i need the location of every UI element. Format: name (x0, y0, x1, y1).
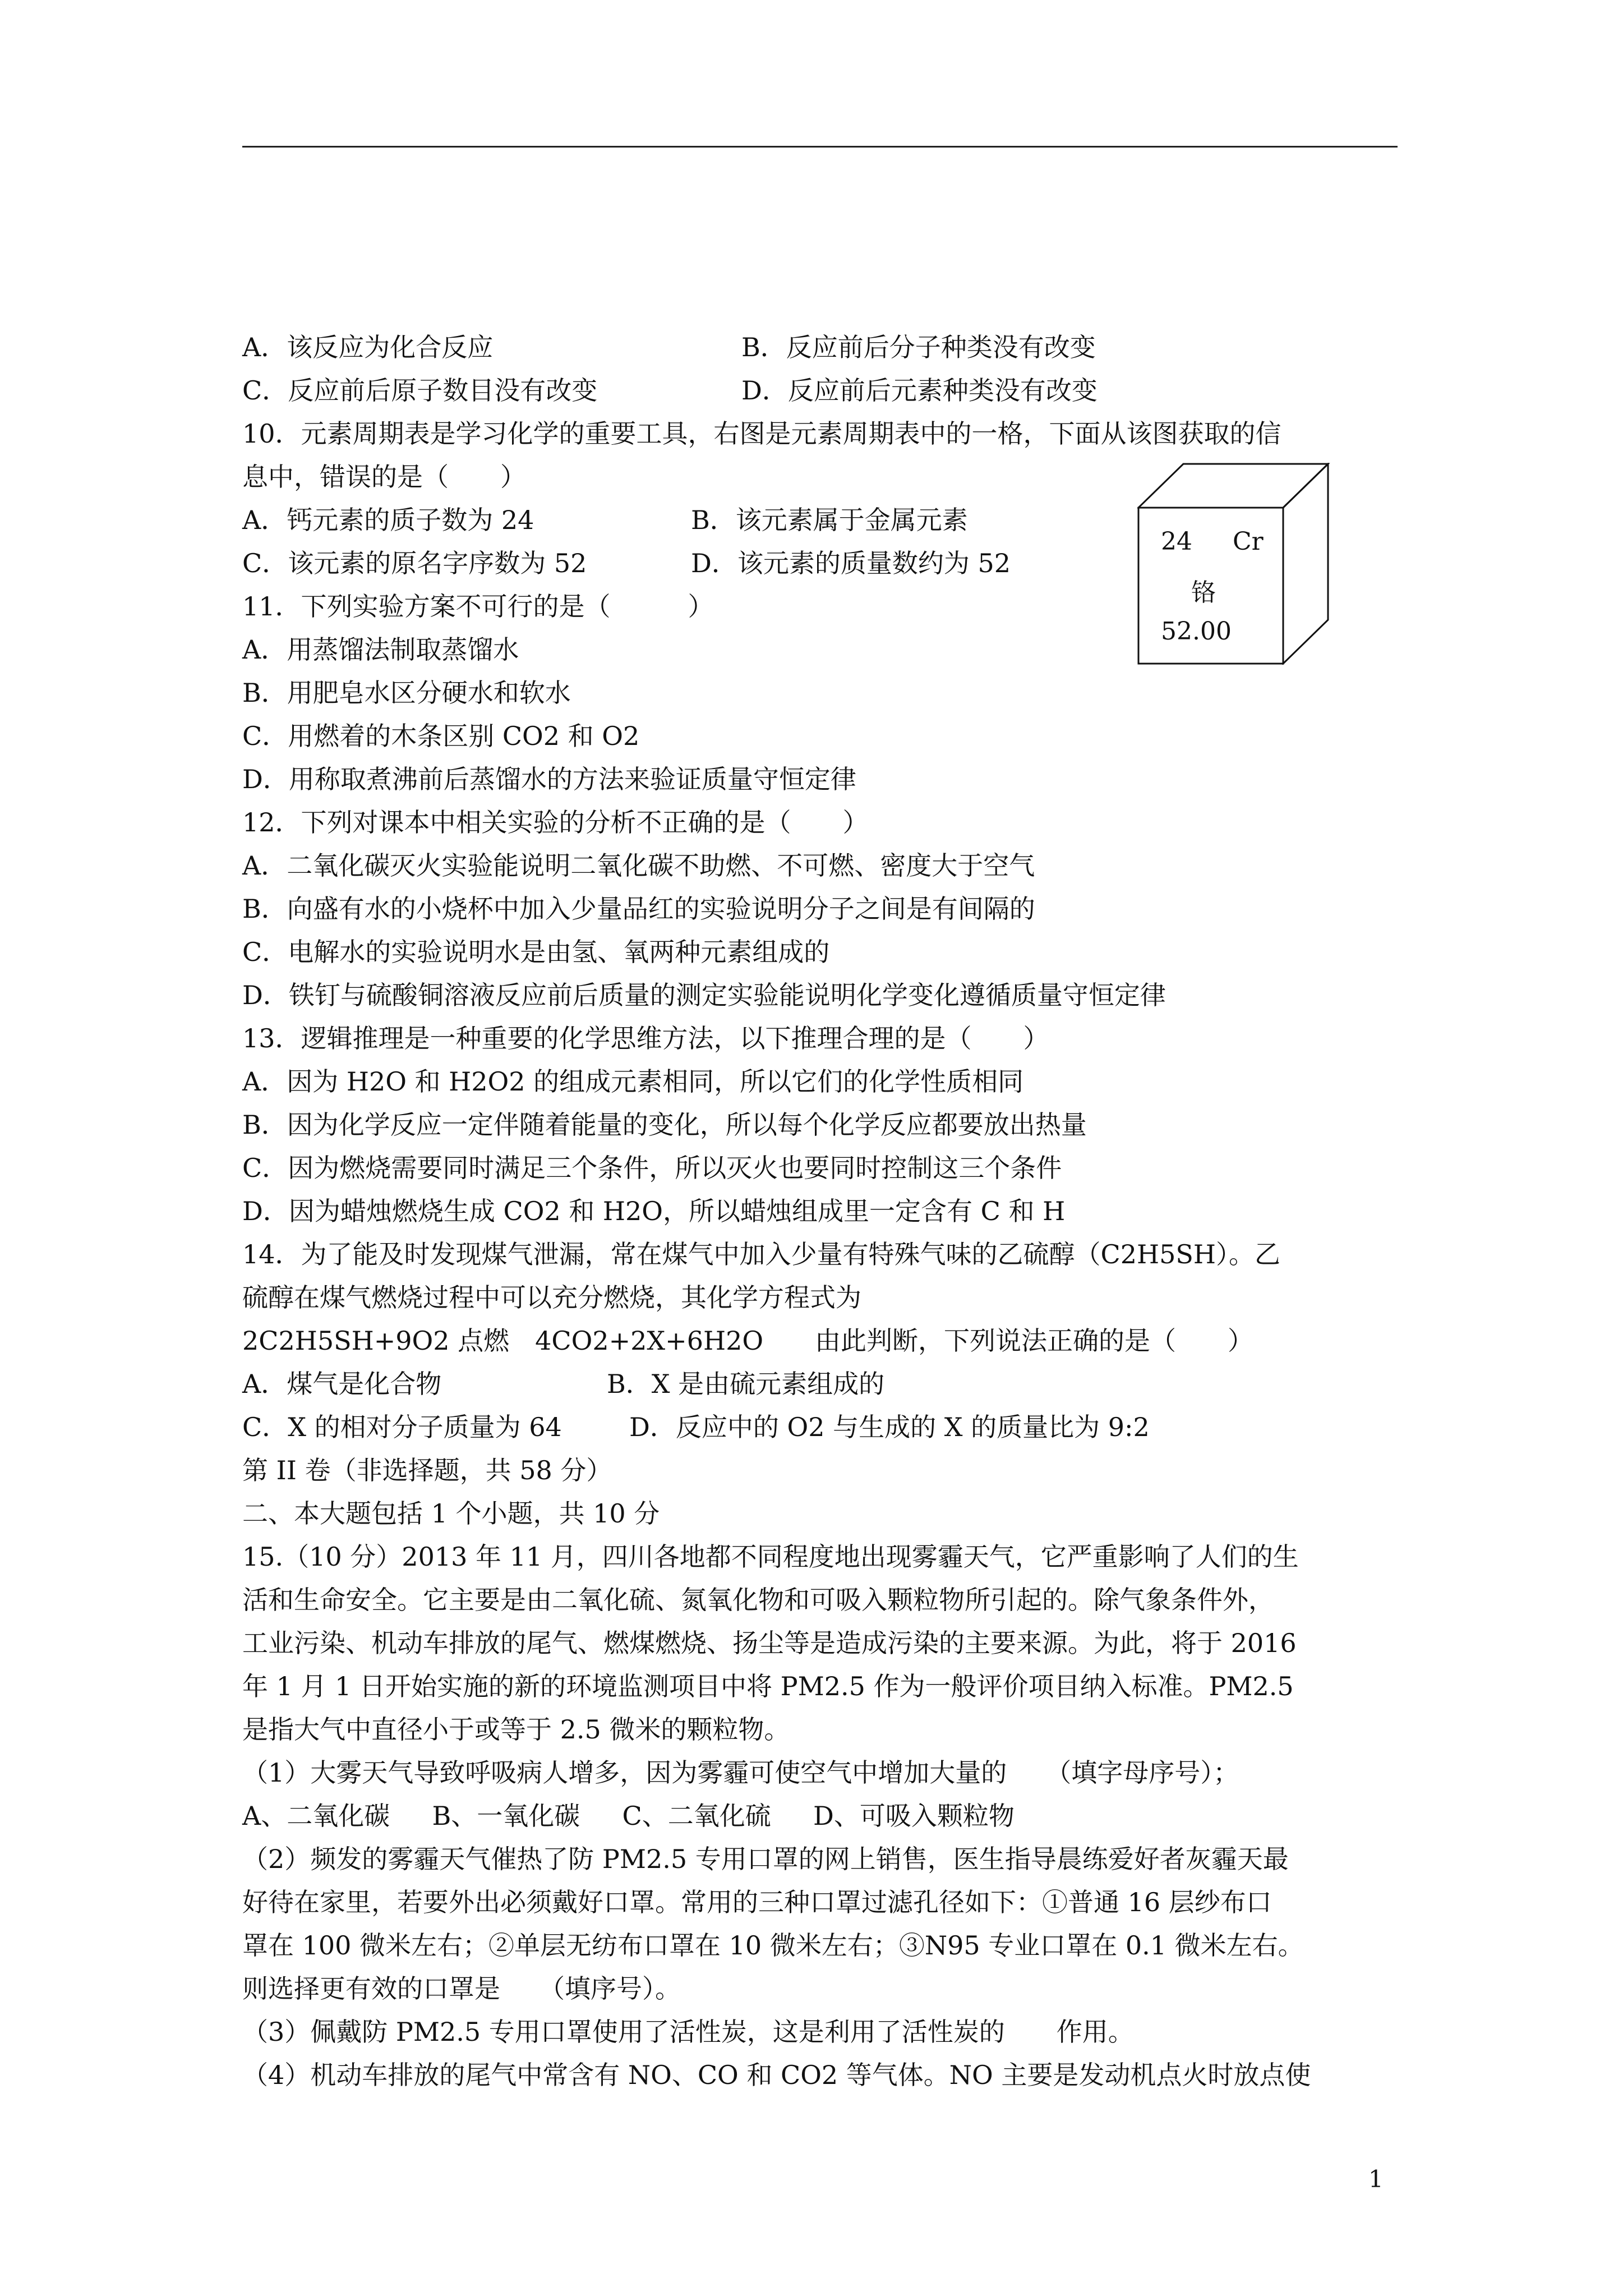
q15-sub2-line: 好待在家里，若要外出必须戴好口罩。常用的三种口罩过滤孔径如下：①普通 16 层纱布口 (242, 1887, 1272, 1917)
q14-stem-line1: 14．为了能及时发现煤气泄漏，常在煤气中加入少量有特殊气味的乙硫醇（C2H5SH）。乙 (242, 1239, 1281, 1269)
element-atomic-number: 24 (1161, 527, 1192, 556)
q12-option-c: C．电解水的实验说明水是由氢、氧两种元素组成的 (242, 937, 830, 967)
q11-option-b: B．用肥皂水区分硬水和软水 (242, 678, 571, 708)
q15-line: 活和生命安全。它主要是由二氧化硫、氮氧化物和可吸入颗粒物所引起的。除气象条件外， (242, 1585, 1274, 1615)
q15-sub1: （1）大雾天气导致呼吸病人增多，因为雾霾可使空气中增加大量的 （填字母序号）； (242, 1757, 1239, 1788)
q11-option-c: C．用燃着的木条区别 CO2 和 O2 (242, 721, 640, 751)
q9-option-c: C．反应前后原子数目没有改变 (242, 375, 598, 406)
q13-stem: 13．逻辑推理是一种重要的化学思维方法，以下推理合理的是（ ） (242, 1023, 1049, 1053)
element-cell-figure (1137, 463, 1350, 665)
q14-option-b: B．X 是由硫元素组成的 (607, 1369, 885, 1399)
q15-line: 年 1 月 1 日开始实施的新的环境监测项目中将 PM2.5 作为一般评价项目纳入标准。PM2.5 (242, 1671, 1294, 1701)
header-rule (242, 146, 1398, 148)
q15-line: 工业污染、机动车排放的尾气、燃煤燃烧、扬尘等是造成污染的主要来源。为此，将于 2016 (242, 1628, 1297, 1658)
q10-option-c: C．该元素的原名字序数为 52 (242, 548, 587, 578)
q12-stem: 12．下列对课本中相关实验的分析不正确的是（ ） (242, 807, 869, 838)
page-number: 1 (1368, 2165, 1384, 2193)
q12-option-a: A．二氧化碳灭火实验能说明二氧化碳不助燃、不可燃、密度大于空气 (242, 850, 1035, 881)
q10-stem-line1: 10．元素周期表是学习化学的重要工具，右图是元素周期表中的一格，下面从该图获取的信 (242, 418, 1281, 449)
q15-sub2-line: （2）频发的雾霾天气催热了防 PM2.5 专用口罩的网上销售，医生指导晨练爱好者灰霾天最 (242, 1844, 1289, 1874)
q14-stem-line2: 硫醇在煤气燃烧过程中可以充分燃烧，其化学方程式为 (242, 1282, 861, 1313)
q15-line: 15.（10 分）2013 年 11 月，四川各地都不同程度地出现雾霾天气，它严重影响了人们的生 (242, 1542, 1299, 1572)
q14-option-c: C．X 的相对分子质量为 64 (242, 1412, 562, 1442)
q15-sub4: （4）机动车排放的尾气中常含有 NO、CO 和 CO2 等气体。NO 主要是发动机点火时放点使 (242, 2060, 1311, 2090)
q12-option-b: B．向盛有水的小烧杯中加入少量品红的实验说明分子之间是有间隔的 (242, 894, 1035, 924)
q13-option-b: B．因为化学反应一定伴随着能量的变化，所以每个化学反应都要放出热量 (242, 1110, 1087, 1140)
element-symbol: Cr (1233, 527, 1264, 556)
q13-option-d: D．因为蜡烛燃烧生成 CO2 和 H2O，所以蜡烛组成里一定含有 C 和 H (242, 1196, 1066, 1226)
q15-sub2-line: 罩在 100 微米左右；②单层无纺布口罩在 10 微米左右；③N95 专业口罩在 0.1 微米左右。 (242, 1930, 1304, 1961)
q15-sub1-options: A、二氧化碳 B、一氧化碳 C、二氧化硫 D、可吸入颗粒物 (242, 1801, 1015, 1831)
q13-option-a: A．因为 H2O 和 H2O2 的组成元素相同，所以它们的化学性质相同 (242, 1066, 1024, 1097)
q10-option-a: A．钙元素的质子数为 24 (242, 505, 534, 535)
q11-option-a: A．用蒸馏法制取蒸馏水 (242, 634, 519, 665)
volume-heading: 第 II 卷（非选择题，共 58 分） (242, 1455, 612, 1485)
q14-option-d: D．反应中的 O2 与生成的 X 的质量比为 9:2 (629, 1412, 1150, 1442)
element-name: 铬 (1191, 578, 1216, 607)
q10-option-b: B．该元素属于金属元素 (691, 505, 968, 535)
q9-option-a: A．该反应为化合反应 (242, 332, 494, 362)
part-heading: 二、本大题包括 1 个小题，共 10 分 (242, 1498, 660, 1529)
q15-line: 是指大气中直径小于或等于 2.5 微米的颗粒物。 (242, 1714, 790, 1745)
element-atomic-mass: 52.00 (1161, 617, 1232, 646)
q10-stem-line2: 息中，错误的是（ ） (242, 462, 526, 492)
q14-equation: 2C2H5SH+9O2 点燃 4CO2+2X+6H2O 由此判断，下列说法正确的是（ ） (242, 1326, 1254, 1356)
q9-option-d: D．反应前后元素种类没有改变 (741, 375, 1098, 406)
q10-option-d: D．该元素的质量数约为 52 (691, 548, 1011, 578)
q11-stem: 11．下列实验方案不可行的是（ ） (242, 591, 714, 622)
q11-option-d: D．用称取煮沸前后蒸馏水的方法来验证质量守恒定律 (242, 764, 856, 794)
q15-sub2-line: 则选择更有效的口罩是 （填序号）。 (242, 1973, 681, 2004)
q12-option-d: D．铁钉与硫酸铜溶液反应前后质量的测定实验能说明化学变化遵循质量守恒定律 (242, 980, 1166, 1010)
q9-option-b: B．反应前后分子种类没有改变 (741, 332, 1096, 362)
q15-sub3: （3）佩戴防 PM2.5 专用口罩使用了活性炭，这是利用了活性炭的 作用。 (242, 2017, 1134, 2047)
q13-option-c: C．因为燃烧需要同时满足三个条件，所以灭火也要同时控制这三个条件 (242, 1153, 1062, 1183)
q14-option-a: A．煤气是化合物 (242, 1369, 442, 1399)
